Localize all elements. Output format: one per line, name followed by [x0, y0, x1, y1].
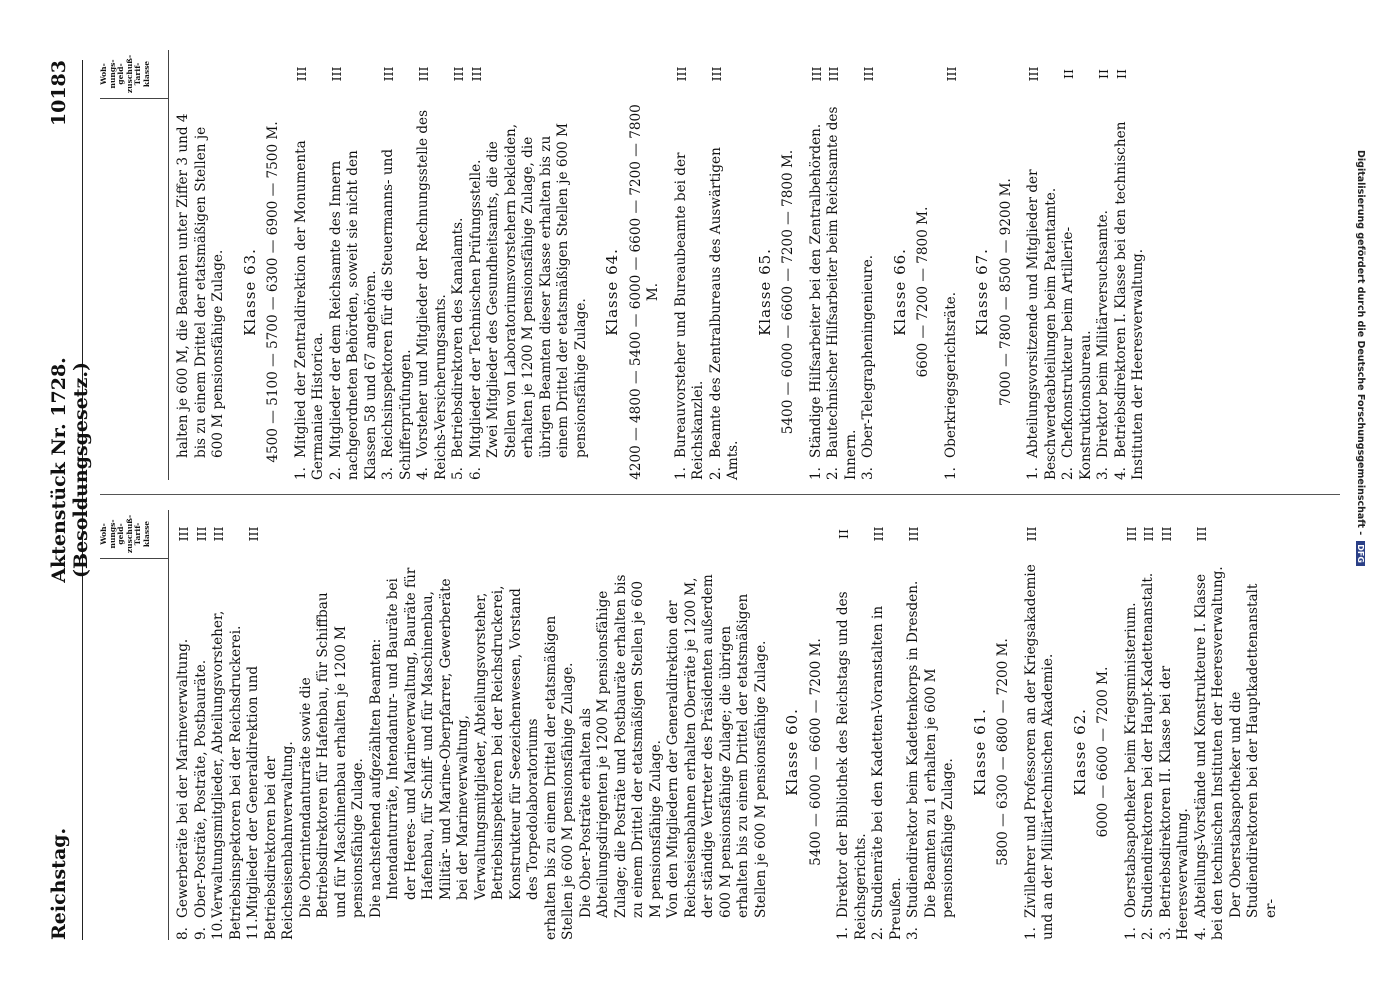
item-text: Studiendirektor beim Kadettenkorps in Dresden.	[905, 580, 921, 918]
item-text: Chefkonstrukteur beim Artillerie-Konstruktionsbureau.	[1060, 226, 1094, 480]
item-number: 2.	[825, 467, 841, 480]
item-text: Bureauvorsteher und Bureaubeamte bei der Reichskanzlei.	[672, 152, 706, 480]
item-number: 2.	[327, 467, 344, 480]
tarif-class: III	[708, 66, 724, 82]
item-text: Vorsteher und Mitglieder der Rechnungsstelle des Reichs-Versicherungsamts.	[415, 109, 449, 480]
item-text: Oberkriegsgerichtsräte.	[942, 291, 959, 458]
salary-scale: 4200 — 4800 — 5400 — 6000 — 6600 — 7200 — 7800 M.	[627, 104, 661, 480]
tarif-class: II	[836, 529, 851, 539]
tarif-class: III	[176, 526, 191, 542]
item-text: Betriebsdirektoren des Kanalamts.	[450, 217, 466, 458]
tarif-class: III	[943, 66, 959, 82]
list-item	[905, 510, 923, 940]
tarif-class: III	[193, 526, 209, 542]
tarif-class: III	[293, 66, 309, 82]
list-item	[835, 510, 870, 940]
page-header	[42, 60, 92, 940]
digitization-note	[1352, 150, 1366, 850]
tarif-class: III	[328, 66, 344, 82]
wohnung-label: Woh-nungs-geld-zuschuß-Tarif-klasse	[100, 50, 168, 99]
item-text: Reichsinspektoren für die Steuermanns- und Schifferprüfungen.	[380, 148, 414, 480]
item-number: 11.	[245, 918, 261, 940]
tarif-class: III	[1123, 526, 1139, 542]
item-number: 10.	[210, 918, 226, 940]
list-item	[1140, 510, 1158, 940]
salary-scale: 6000 — 6600 — 7200 M.	[1095, 666, 1111, 838]
item-number: 2.	[1140, 927, 1156, 940]
item-number: 3.	[380, 467, 396, 480]
salary-scale: 5400 — 6000 — 6600 — 7200 M.	[807, 638, 824, 866]
paragraph: Intendanturräte, Intendantur- und Bauräte bei der Heeres- und Marineverwaltung, Bauräte für Hafenbau, für Schiff- und für Maschinenbau, Militär- und Marine-Oberpfarrer, Gewerberäte bei der Marineverwaltung, Verwaltungsmitglieder, Abteilungsvorsteher, Betriebsinspektoren bei der Reichsdruckerei, Konstrukteur für Seezeichenwesen, Vorstand des Torpedolaboratoriums	[385, 567, 541, 900]
list-item	[708, 50, 743, 480]
item-text: Bautechnischer Hilfsarbeiter beim Reichsamte des Innern.	[825, 106, 859, 480]
item-text: Direktor beim Militärversuchsamte.	[1095, 210, 1111, 458]
item-number: 2.	[1060, 467, 1076, 480]
item-number: 5.	[450, 467, 466, 480]
class-title: Klasse 62.	[1070, 708, 1089, 796]
item-text: Studiendirektoren bei der Haupt-Kadettenanstalt.	[1140, 572, 1156, 918]
item-text: Ober-Posträte, Posträte, Postbauräte.	[192, 659, 209, 918]
tarif-class: III	[1026, 66, 1041, 82]
item-number: 1.	[292, 467, 309, 480]
item-number: 1.	[1025, 467, 1041, 480]
header-title: Aktenstück Nr. 1728. (Besoldungsgesetz.)	[48, 357, 92, 583]
tarif-class: III	[451, 66, 466, 82]
list-item	[380, 50, 415, 480]
tarif-class: III	[1193, 526, 1209, 542]
class-title: Klasse 65.	[755, 248, 774, 336]
item-number: 4.	[1192, 927, 1209, 940]
salary-scale: 5400 — 6000 — 6600 — 7200 — 7800 M.	[780, 149, 796, 435]
item-number: 8.	[175, 927, 191, 940]
paragraph: Von den Mitgliedern der Generaldirektion der Reichseisenbahnen erhalten Oberräte je 1200 M, der ständige Vertreter des Präsidenten außerdem 600 M pensionsfähige Zulage; die übrigen erhalten bis zu einem Drittel der etatsmäßigen Stellen je 600 M pensionsfähige Zulage.	[665, 574, 769, 918]
paragraph: erhalten bis zu einem Drittel der etatsmäßigen Stellen je 600 M pensionsfähige Zulage.	[542, 615, 576, 940]
item-text: Mitglieder der dem Reichsamte des Innern nachgeordneten Behörden, soweit sie nicht den Klassen 58 und 67 angehören.	[327, 150, 379, 480]
tarif-class: III	[211, 526, 226, 542]
item-number: 3.	[1095, 467, 1111, 480]
tarif-class: III	[861, 66, 876, 82]
paragraph: Die nachstehend aufgezählten Beamten:	[367, 638, 384, 918]
item-text: Betriebsdirektoren I. Klasse bei den technischen Instituten der Heeresverwaltung.	[1112, 121, 1146, 480]
list-item	[943, 50, 961, 480]
list-item	[293, 50, 328, 480]
tarif-class: III	[468, 66, 484, 82]
list-item	[1158, 510, 1193, 940]
list-item	[210, 510, 245, 940]
tarif-class: III	[381, 66, 396, 82]
tarif-class: II	[1113, 69, 1129, 79]
item-text: Oberstabsapotheker beim Kriegsministerium.	[1122, 602, 1139, 918]
item-text: Betriebsdirektoren II. Klasse bei der Heeresverwaltung.	[1157, 665, 1191, 940]
item-text: Gewerberäte bei der Marineverwaltung.	[175, 638, 191, 918]
tarif-class: III	[1158, 526, 1174, 542]
paragraph: Die Ober-Posträte erhalten als Abteilungsdirigenten je 1200 M pensionsfähige Zulage; die Posträte und Postbauräte erhalten bis zu einem Drittel der etatsmäßigen Stellen je 600 M pensionsfähige Zulage.	[577, 574, 664, 918]
salary-scale: 4500 — 5100 — 5700 — 6300 — 6900 — 7500 M.	[265, 121, 281, 463]
paragraph: Die Beamten zu 1 erhalten je 600 M pensionsfähige Zulage.	[922, 668, 956, 918]
right-column	[100, 50, 1148, 480]
item-text: Abteilungsvorsitzende und Mitglieder der Beschwerdeabteilungen beim Patentamte.	[1025, 169, 1059, 480]
list-item	[870, 510, 905, 940]
item-text: Ständige Hilfsarbeiter bei den Zentralbehörden.	[807, 123, 824, 458]
tarif-class: II	[1096, 69, 1111, 79]
paragraph: Der Oberstabsapotheker und die Studiendirektoren bei der Hauptkadettenanstalt er-	[1227, 583, 1279, 918]
tarif-class: III	[808, 66, 824, 82]
item-text: Verwaltungsmitglieder, Abteilungsvorsteher, Betriebsinspektoren bei der Reichsdruckerei.	[210, 610, 244, 940]
wohnung-label: Woh-nungs-geld-zuschuß-Tarif-klasse	[100, 510, 168, 559]
tarif-class: III	[1141, 526, 1156, 542]
tarif-class: III	[673, 66, 689, 82]
item-text: Mitglied der Zentraldirektion der Monumenta Germaniae Historica.	[292, 140, 326, 480]
salary-scale: 7000 — 7800 — 8500 — 9200 M.	[997, 178, 1014, 406]
paragraph: halten je 600 M, die Beamten unter Ziffer 3 und 4 bis zu einem Drittel der etatsmäßigen Stellen je 600 M pensionsfähige Zulage.	[175, 113, 226, 458]
item-text: Studienräte bei den Kadetten-Voranstalten in Preußen.	[870, 605, 904, 940]
digitization-text: Digitalisierung gefördert durch die Deutsche Forschungsgemeinschaft -	[1355, 150, 1366, 536]
list-item	[450, 50, 468, 480]
item-number: 1.	[942, 467, 959, 480]
column-divider	[100, 494, 1340, 495]
item-number: 2.	[707, 467, 724, 480]
class-title: Klasse 60.	[783, 708, 801, 796]
item-number: 3.	[1157, 927, 1174, 940]
item-number: 9.	[192, 927, 209, 940]
list-item	[808, 50, 826, 480]
item-text: Ober-Telegrapheningenieure.	[860, 254, 876, 458]
item-number: 1.	[835, 927, 851, 940]
list-item	[193, 510, 211, 940]
tarif-class: III	[906, 526, 921, 542]
class-title: Klasse 67.	[973, 248, 991, 336]
header-left: Reichstag.	[48, 827, 70, 940]
tarif-class: III	[871, 526, 886, 542]
tarif-class: III	[1023, 526, 1039, 542]
left-column	[100, 510, 1280, 940]
list-item	[1113, 50, 1148, 480]
class-title: Klasse 64.	[603, 248, 621, 336]
item-number: 1.	[807, 467, 824, 480]
item-number: 1.	[1122, 927, 1139, 940]
item-text: Mitglieder der Technischen Prüfungsstelle.	[467, 159, 484, 458]
item-text: Zivillehrer und Professoren an der Kriegsakademie und an der Militärtechnischen Akademie.	[1022, 564, 1056, 940]
salary-scale: 6600 — 7200 — 7800 M.	[915, 206, 931, 378]
list-item	[825, 50, 860, 480]
page-number: 10183	[48, 60, 70, 127]
paragraph: Zwei Mitglieder des Gesundheitsamts, die die Stellen von Laboratoriumsvorstehern bekleiden, erhalten je 1200 M pensionsfähige Zulage, die übrigen Beamten dieser Klasse erhalten bis zu einem Drittel der etatsmäßigen Stellen je 600 M pensionsfähige Zulage.	[485, 122, 589, 458]
class-title: Klasse 63.	[240, 248, 259, 336]
tarif-class: III	[416, 66, 431, 82]
item-text: Beamte des Zentralbureaus des Auswärtigen Amts.	[707, 147, 741, 480]
item-number: 6.	[467, 467, 484, 480]
class-title: Klasse 61.	[970, 708, 989, 796]
item-number: 1.	[1022, 927, 1039, 940]
tarif-class: III	[246, 526, 261, 542]
list-item	[1193, 510, 1228, 940]
item-number: 3.	[860, 467, 876, 480]
list-item	[1060, 50, 1095, 480]
list-item	[673, 50, 708, 480]
list-item	[1025, 50, 1060, 480]
list-item	[468, 50, 486, 480]
table-head	[100, 510, 169, 940]
list-item	[328, 50, 381, 480]
tarif-class: III	[826, 66, 841, 82]
list-item	[860, 50, 878, 480]
item-number: 1.	[672, 467, 689, 480]
list-item	[245, 510, 298, 940]
list-item	[175, 510, 193, 940]
salary-scale: 5800 — 6300 — 6800 — 7200 M.	[995, 638, 1011, 866]
list-item	[415, 50, 450, 480]
dfg-logo: DFG	[1356, 541, 1365, 566]
item-number: 4.	[1112, 467, 1129, 480]
item-number: 4.	[415, 467, 431, 480]
list-item	[1023, 510, 1058, 940]
table-head	[100, 50, 169, 480]
tarif-class: II	[1061, 69, 1076, 79]
list-item	[1095, 50, 1113, 480]
item-text: Direktor der Bibliothek des Reichstags und des Reichsgerichts.	[835, 591, 869, 940]
item-number: 3.	[905, 927, 921, 940]
paragraph: Die Oberintendanturräte sowie die Betriebsdirektoren für Hafenbau, für Schiffbau und für Maschinenbau erhalten je 1200 M pensionsfähige Zulage.	[297, 592, 366, 918]
item-number: 2.	[870, 927, 886, 940]
item-text: Mitglieder der Generaldirektion und Betriebsdirektoren bei der Reichseisenbahnverwaltung.	[245, 665, 296, 940]
item-text: Abteilungs-Vorstände und Konstrukteure I. Klasse bei den technischen Instituten der Heeresverwaltung.	[1192, 566, 1226, 940]
class-title: Klasse 66.	[890, 248, 909, 336]
list-item	[1123, 510, 1141, 940]
